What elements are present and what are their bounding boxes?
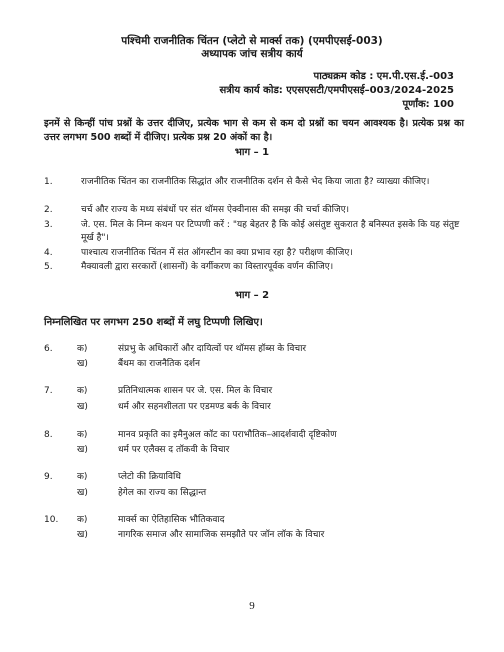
part2-instruction: निम्नलिखित पर लगभग 250 शब्दों में लघु टिप्पणी लिखिए। xyxy=(44,317,263,328)
option-label: क) xyxy=(77,515,88,525)
question-number: 6. xyxy=(44,344,53,354)
page-number: 9 xyxy=(249,600,255,612)
option-label: ख) xyxy=(77,359,88,369)
question-text: मैक्यावली द्वारा सरकारों (शासनों) के वर्गीकरण का विस्तारपूर्वक वर्णन कीजिए। xyxy=(81,262,334,272)
course-code: पाठ्यक्रम कोड : एम.पी.एस.ई.-003 xyxy=(313,71,454,82)
option-label: क) xyxy=(77,386,88,396)
question-text: राजनीतिक चिंतन का राजनीतिक सिद्धांत और राजनीतिक दर्शन से कैसे भेद किया जाता है? व्याख्या कीजिए। xyxy=(81,177,430,187)
part2-heading: भाग – 2 xyxy=(234,290,270,301)
option-text: प्रतिनिधात्मक शासन पर जे. एस. मिल के विचार xyxy=(118,386,273,396)
option-text: धर्म पर एलैक्स द तॉकवी के विचार xyxy=(118,445,230,455)
option-text: मानव प्रकृति का इमैनुअल कॉट का पराभौतिक–आदर्शवादी दृष्टिकोण xyxy=(118,430,337,440)
question-text: जे. एस. मिल के निम्न कथन पर टिप्पणी करें : "यह बेहतर है कि कोई असंतुष्ट सुकरात है बनिस्पत इसके कि यह संतुष्ट मूर्ख है"। xyxy=(81,220,460,243)
general-instructions: इनमें से किन्हीं पांच प्रश्नों के उत्तर दीजिए, प्रत्येक भाग से कम से कम दो प्रश्नों का चयन आवश्यक है। प्रत्येक प्रश्न का उत्तर लगभग 500 शब्दों में दीजिए। प्रत्येक प्रश्न 20 अंकों का है। xyxy=(44,118,464,143)
part1-heading: भाग – 1 xyxy=(234,147,270,158)
question-number: 10. xyxy=(44,515,59,525)
question-item xyxy=(44,176,464,202)
question-text: चर्च और राज्य के मध्य संबंधों पर संत थॉमस ऐक्वीनास की समझ की चर्चा कीजिए। xyxy=(81,205,350,215)
question-number: 5. xyxy=(44,262,53,272)
question-number: 8. xyxy=(44,430,53,440)
option-text: संप्रभु के अधिकारों और दायित्वों पर थॉमस हॉब्स के विचार xyxy=(118,344,307,354)
option-text: धर्म और सहनशीलता पर एडमण्ड बर्क के विचार xyxy=(118,402,271,412)
option-label: ख) xyxy=(77,402,88,412)
option-label: ख) xyxy=(77,445,88,455)
question-number: 2. xyxy=(44,205,53,215)
question-text: पाश्चात्य राजनीतिक चिंतन में संत ऑगस्टीन का क्या प्रभाव रहा है? परीक्षण कीजिए। xyxy=(81,248,353,258)
document-subtitle: अध्यापक जांच सत्रीय कार्य xyxy=(201,48,303,60)
option-label: क) xyxy=(77,430,88,440)
option-label: ख) xyxy=(77,488,88,498)
question-item xyxy=(44,219,464,245)
question-number: 1. xyxy=(44,177,53,187)
question-number: 7. xyxy=(44,386,53,396)
document-title: पश्चिमी राजनीतिक चिंतन (प्लेटो से मार्क्स तक) (एमपीएसई-003) xyxy=(121,35,383,47)
option-text: प्लेटो की क्रियाविधि xyxy=(118,472,181,482)
option-label: ख) xyxy=(77,530,88,540)
total-marks: पूर्णांक: 100 xyxy=(402,99,454,110)
option-text: मार्क्स का ऐतिहासिक भौतिकवाद xyxy=(118,515,225,525)
assignment-code: सत्रीय कार्य कोड: एएसएसटी/एमपीएसई–003/2024-2025 xyxy=(219,85,454,96)
question-number: 9. xyxy=(44,472,53,482)
question-number: 3. xyxy=(44,220,53,230)
question-number: 4. xyxy=(44,248,53,258)
option-text: हेगेल का राज्य का सिद्धान्त xyxy=(118,488,207,498)
option-text: नागरिक समाज और सामाजिक समझौते पर जॉन लॉक के विचार xyxy=(118,530,325,540)
option-text: बैंथम का राजनैतिक दर्शन xyxy=(118,359,201,369)
option-label: क) xyxy=(77,472,88,482)
option-label: क) xyxy=(77,344,88,354)
